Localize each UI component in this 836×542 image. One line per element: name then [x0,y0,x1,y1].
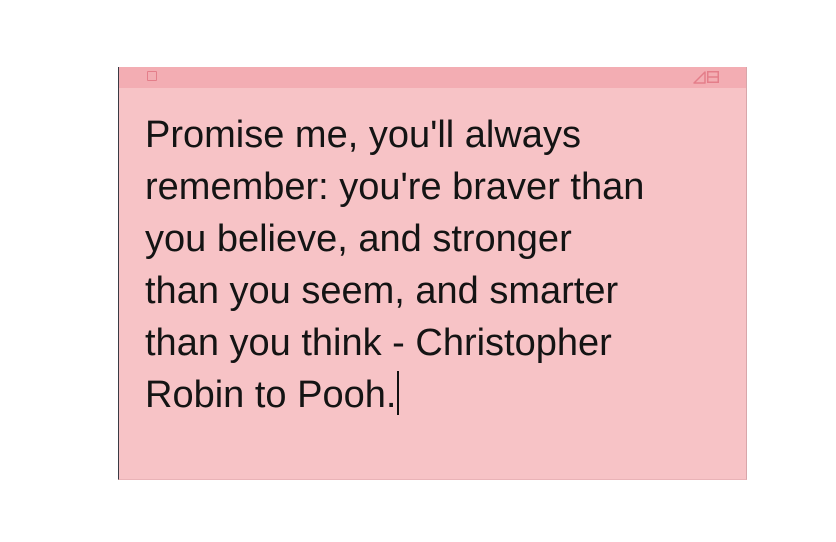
note-text: Promise me, you'll always remember: you're braver than you believe, and stronger than you seem, and smarter than you think - Christopher Robin to Pooh. [145,114,645,416]
note-title-bar[interactable] [119,67,746,88]
note-text-area[interactable] [145,109,735,421]
sticky-note-window[interactable] [118,67,747,480]
resize-corner-icon[interactable] [693,71,706,84]
close-icon[interactable] [147,71,157,81]
collapse-icon[interactable] [707,71,719,83]
text-cursor [397,371,399,415]
